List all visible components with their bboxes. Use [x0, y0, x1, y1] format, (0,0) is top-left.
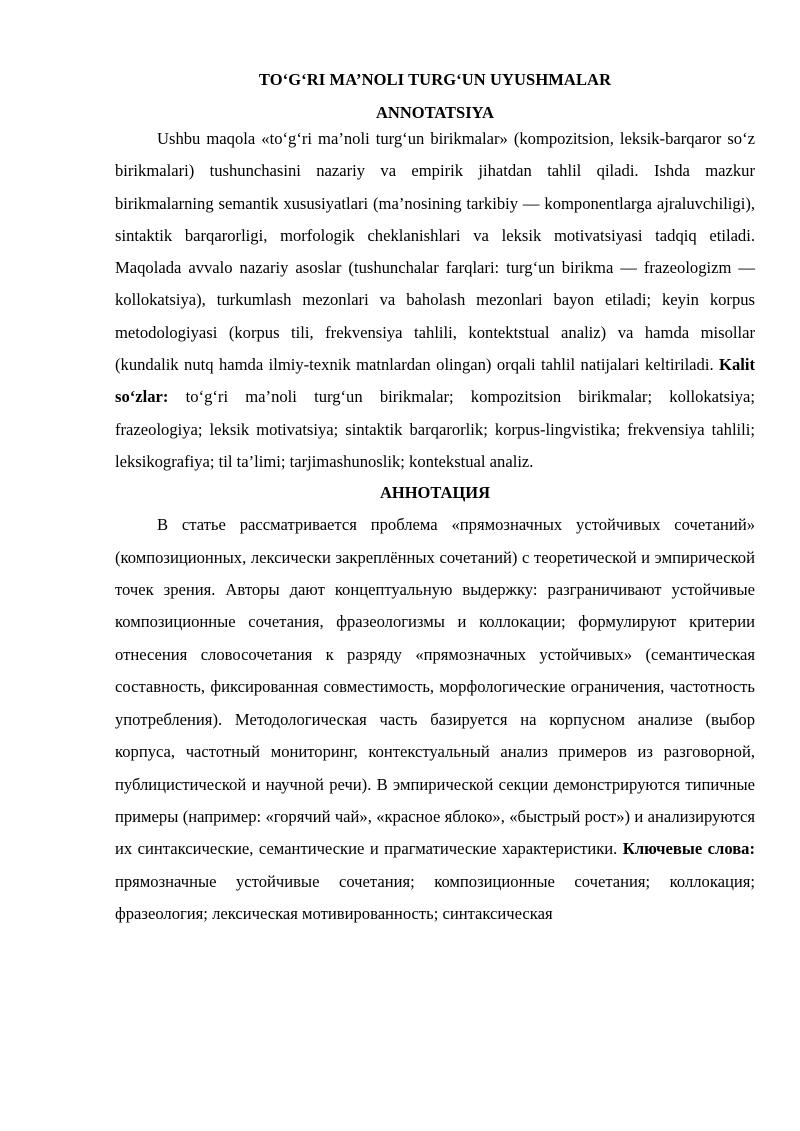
keywords-label-ru: Ключевые слова: — [622, 839, 755, 859]
keywords-label-uz: Kalit so‘zlar: — [115, 355, 755, 407]
keywords-ru: прямозначные устойчивые сочетания; композиционные сочетания; коллокация; фразеология; лексическая мотивированность; синтаксическая — [115, 871, 755, 924]
abstract-heading-ru: АННОТАЦИЯ — [379, 483, 491, 503]
abstract-text-uz: Ushbu maqola «to‘g‘ri ma’noli turg‘un birikmalar» (kompozitsion, leksik-barqaror so‘z birikmalari) tushunchasini nazariy va empirik jihatdan tahlil qiladi. Ishda mazkur birikmalarning semantik xususiyatlari (ma’nosining tarkibiy — komponentlarga ajraluvchiligi), sintaktik barqarorligi, morfologik cheklanishlari va leksik motivatsiyasi tadqiq etiladi. Maqolada avvalo nazariy asoslar (tushunchalar farqlari: turg‘un birikma — frazeologizm — kollokatsiya), turkumlash mezonlari va baholash mezonlari bayon etiladi; keyin korpus metodologiyasi (korpus tili, frekvensiya tahlili, kontektstual analiz) va hamda misollar (kundalik nutq hamda ilmiy-texnik matnlardan olingan) orqali tahlil natijalari keltiriladi. — [115, 129, 755, 375]
abstract-heading-uz: ANNOTATSIYA — [376, 103, 494, 122]
abstract-body-uz — [115, 123, 755, 478]
document-page — [115, 70, 755, 931]
abstract-text-ru: В статье рассматривается проблема «прямозначных устойчивых сочетаний» (композиционных, лексически закреплённых сочетаний) с теоретической и эмпирической точек зрения. Авторы дают концептуальную выдержку: разграничивают устойчивые композиционные сочетания, фразеологизмы и коллокации; формулируют критерии отнесения словосочетания к разряду «прямозначных устойчивых» (семантическая составность, фиксированная совместимость, морфологические ограничения, частотность употребления). Методологическая часть базируется на корпусном анализе (выбор корпуса, частотный мониторинг, контекстуальный анализ примеров из разговорной, публицистической и научной речи). В эмпирической секции демонстрируются типичные примеры (например: «горячий чай», «красное яблоко», «быстрый рост») и анализируются их синтаксические, семантические и прагматические характеристики. — [115, 515, 755, 859]
keywords-uz: to‘g‘ri ma’noli turg‘un birikmalar; kompozitsion birikmalar; kollokatsiya; frazeologiya; leksik motivatsiya; sintaktik barqarorlik; korpus-lingvistika; frekvensiya tahlili; leksikografiya; til ta’limi; tarjimashunoslik; kontekstual analiz. — [115, 387, 755, 471]
abstract-body-ru — [115, 509, 755, 930]
paper-title: TO‘G‘RI MA’NOLI TURG‘UN UYUSHMALAR — [258, 70, 612, 89]
